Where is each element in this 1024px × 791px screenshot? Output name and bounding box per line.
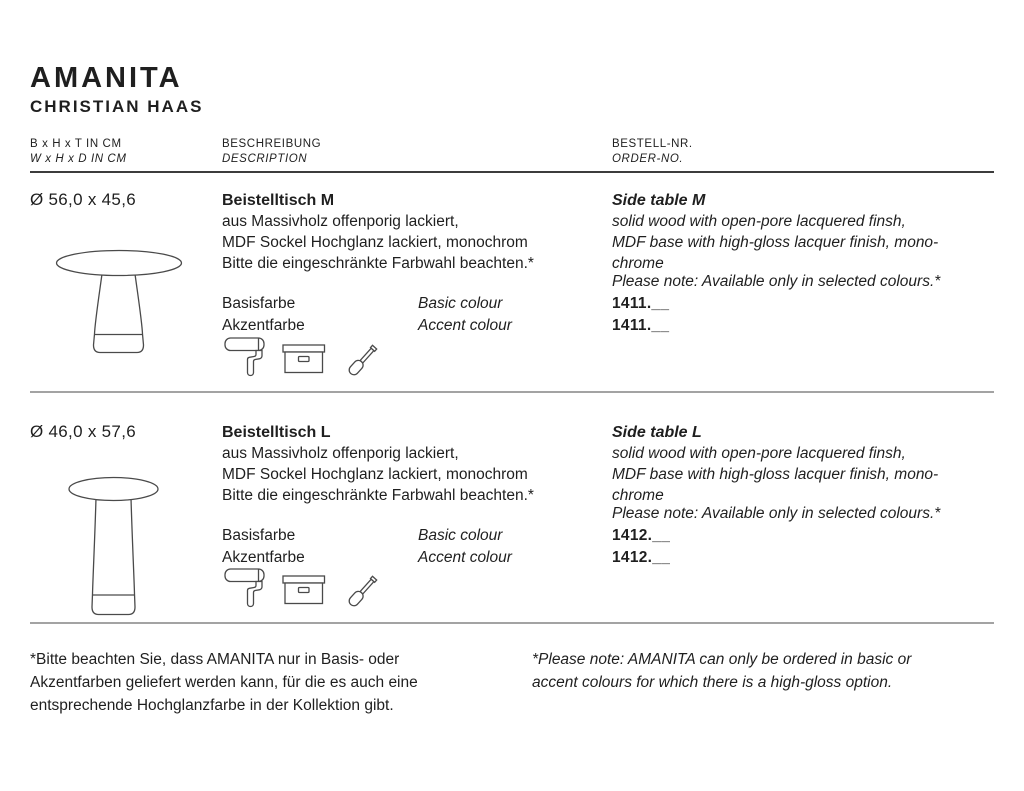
side-table-m-drawing bbox=[53, 248, 185, 362]
product-desc-de-line: Bitte die eingeschränkte Farbwahl beachten.* bbox=[222, 255, 534, 272]
paint-roller-icon bbox=[224, 336, 270, 380]
footnote-en bbox=[532, 648, 911, 694]
colour-label-en: Basic colour bbox=[418, 295, 503, 312]
column-header-description-de: BESCHREIBUNG bbox=[222, 138, 322, 150]
product-desc-de-line: Bitte die eingeschränkte Farbwahl beachten.* bbox=[222, 487, 534, 504]
product-dimensions: Ø 46,0 x 57,6 bbox=[30, 422, 136, 441]
product-desc-en-line: solid wood with open-pore lacquered finsh, bbox=[612, 445, 906, 462]
footnote-de-line: entsprechende Hochglanzfarbe in der Kollektion gibt. bbox=[30, 697, 394, 714]
paint-roller-icon bbox=[224, 567, 270, 611]
product-name-en: Side table M bbox=[612, 192, 706, 209]
product-desc-de-line: MDF Sockel Hochglanz lackiert, monochrom bbox=[222, 466, 528, 483]
designer-name: CHRISTIAN HAAS bbox=[30, 97, 204, 116]
footnote-de bbox=[30, 648, 418, 717]
product-desc-de-line: MDF Sockel Hochglanz lackiert, monochrom bbox=[222, 234, 528, 251]
product-name-de: Beistelltisch M bbox=[222, 192, 335, 209]
footnote-de-line: *Bitte beachten Sie, dass AMANITA nur in Basis- oder bbox=[30, 651, 400, 668]
header-divider bbox=[30, 171, 994, 173]
order-number: 1411.__ bbox=[612, 317, 670, 334]
footnote-en-line: accent colours for which there is a high-gloss option. bbox=[532, 674, 893, 691]
product-desc-de-line: aus Massivholz offenporig lackiert, bbox=[222, 445, 459, 462]
column-header-dimensions-de: B x H x T IN CM bbox=[30, 138, 122, 150]
footer-divider bbox=[30, 622, 994, 624]
column-header-order-de: BESTELL-NR. bbox=[612, 138, 693, 150]
page-title: AMANITA bbox=[30, 62, 183, 94]
footnote-en-line: *Please note: AMANITA can only be ordered in basic or bbox=[532, 651, 912, 668]
column-header-dimensions bbox=[30, 137, 127, 167]
order-number: 1412.__ bbox=[612, 527, 671, 544]
colour-label-en: Basic colour bbox=[418, 527, 503, 544]
column-header-order bbox=[612, 137, 693, 167]
order-number: 1412.__ bbox=[612, 549, 671, 566]
footnote-de-line: Akzentfarben geliefert werden kann, für die es auch eine bbox=[30, 674, 418, 691]
colour-label-de: Basisfarbe bbox=[222, 295, 296, 312]
column-header-order-en: ORDER-NO. bbox=[612, 153, 684, 165]
product-desc-de-line: aus Massivholz offenporig lackiert, bbox=[222, 213, 459, 230]
column-header-dimensions-en: W x H x D IN CM bbox=[30, 153, 127, 165]
product-desc-en-line: Please note: Available only in selected colours.* bbox=[612, 273, 941, 290]
colour-label-de: Akzentfarbe bbox=[222, 549, 305, 566]
product-name-en: Side table L bbox=[612, 424, 702, 441]
product-desc-en-line: solid wood with open-pore lacquered finsh, bbox=[612, 213, 906, 230]
product-desc-en-line: Please note: Available only in selected colours.* bbox=[612, 505, 941, 522]
product-dimensions: Ø 56,0 x 45,6 bbox=[30, 190, 136, 209]
storage-box-icon bbox=[282, 344, 326, 374]
screwdriver-icon bbox=[346, 334, 386, 378]
product-desc-en-line: MDF base with high-gloss lacquer finish, mono- bbox=[612, 466, 939, 483]
product-name-de: Beistelltisch L bbox=[222, 424, 331, 441]
colour-label-en: Accent colour bbox=[418, 549, 512, 566]
product-desc-en-line: chrome bbox=[612, 487, 664, 504]
product-desc-en-line: MDF base with high-gloss lacquer finish, mono- bbox=[612, 234, 939, 251]
colour-label-de: Akzentfarbe bbox=[222, 317, 305, 334]
storage-box-icon bbox=[282, 575, 326, 605]
screwdriver-icon bbox=[346, 565, 386, 609]
row-divider bbox=[30, 391, 994, 393]
column-header-description-en: DESCRIPTION bbox=[222, 153, 308, 165]
column-header-description bbox=[222, 137, 321, 167]
order-number: 1411.__ bbox=[612, 295, 670, 312]
side-table-l-drawing bbox=[65, 476, 163, 622]
colour-label-de: Basisfarbe bbox=[222, 527, 296, 544]
colour-label-en: Accent colour bbox=[418, 317, 512, 334]
product-desc-en-line: chrome bbox=[612, 255, 664, 272]
